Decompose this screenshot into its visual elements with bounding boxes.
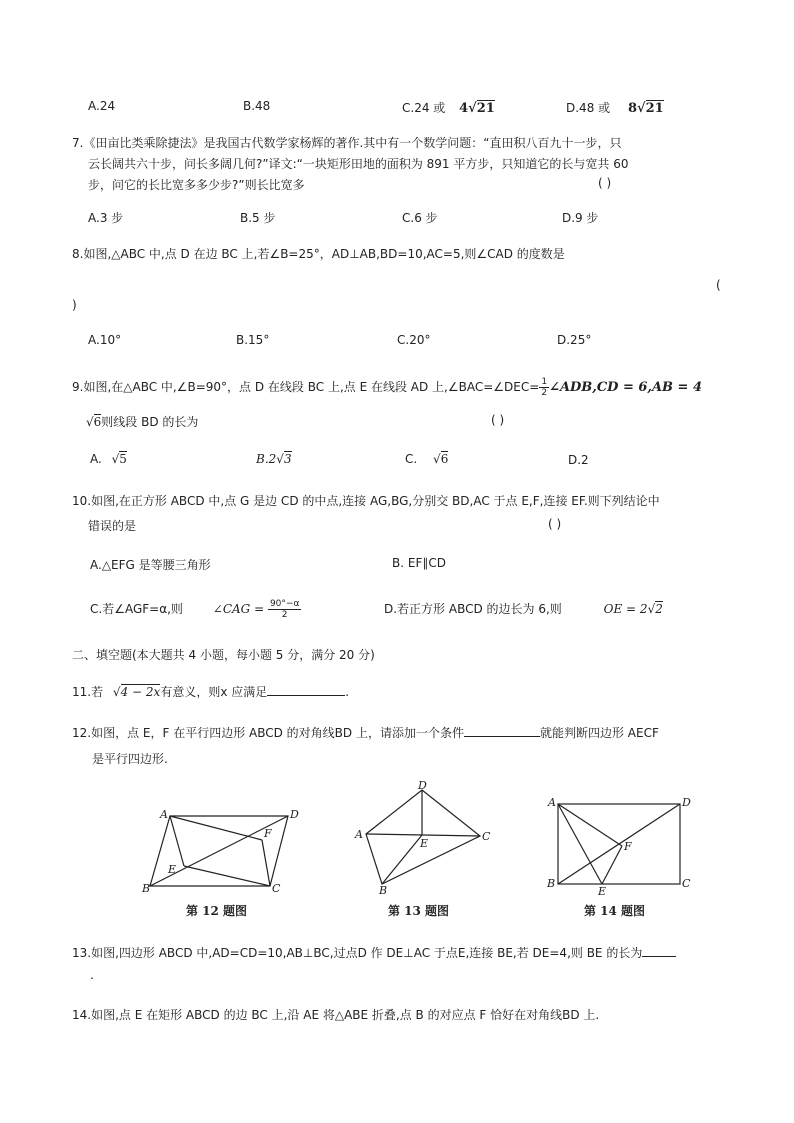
q7-line1: 7.《田亩比类乘除捷法》是我国古代数学家杨辉的著作.其中有一个数学问题：“直田积八百九十一步，只 [72,136,622,150]
q9-line1-text: 9.如图,在△ABC 中,∠B=90°，点 D 在线段 BC 上,点 E 在线段 AD 上,∠BAC=∠DEC= [72,380,540,394]
q9-paren: ( ) [491,413,505,427]
q7-option-c: C.6 步 [402,211,438,225]
q11-prefix: 11.若 [72,685,104,699]
q10-option-b: B. EF∥CD [392,556,446,570]
fig13-label-e: E [420,837,429,850]
fig12-label-d: D [290,808,299,821]
q11-line [72,683,349,700]
fig12-diagram [138,800,308,895]
q12-line2: 是平行四边形. [92,752,168,766]
q7-line2: 云长阔共六十步，问长多阔几何?”译文:“一块矩形田地的面积为 891 平方步，只知道它的长与宽共 60 [88,157,629,171]
q10-option-d [384,600,663,617]
q9-option-d: D.2 [568,453,589,467]
fig14-label-c: C [682,877,691,890]
q14-line1: 14.如图,点 E 在矩形 ABCD 的边 BC 上,沿 AE 将△ABE 折叠,点 B 的对应点 F 恰好在对角线BD 上. [72,1008,600,1022]
fig12-label-e: E [168,863,177,876]
q6-option-c [402,99,495,116]
q11-math: √4 − 2x [112,685,161,699]
q6-option-d-text: D.48 或 [566,101,611,115]
fig12-label-c: C [272,882,281,895]
q8-paren-open: ( [716,278,721,292]
q13-line1 [72,944,676,961]
q12-answer-blank[interactable] [464,736,540,737]
q7-option-a: A.3 步 [88,211,124,225]
q10-paren: ( ) [548,517,562,531]
q8-option-b: B.15° [236,333,270,347]
q8-option-d: D.25° [557,333,592,347]
q7-line3: 步，问它的长比宽多多少步?”则长比宽多 [88,178,305,192]
q10-option-c [90,599,301,620]
q10-option-c-fraction: $\frac{90^\circ-\alpha}{2}$ [269,599,300,620]
q10-option-c-text: C.若∠AGF=α,则 [90,602,183,616]
q12-line1-b: 就能判断四边形 AECF [539,726,659,740]
fig13-caption: 第 13 题图 [388,904,450,918]
q10-option-c-math: ∠CAG = [212,602,265,616]
q11-answer-blank[interactable] [267,695,345,696]
q8-line1: 8.如图,△ABC 中,点 D 在边 BC 上,若∠B=25°，AD⊥AB,BD=10,AC=5,则∠CAD 的度数是 [72,247,565,261]
q9-line2-math: √6 [86,415,102,429]
q13-line2: . [90,968,94,982]
q7-paren: ( ) [598,176,612,190]
fig14-label-a: A [548,796,556,809]
q11-suffix: 有意义，则x 应满足 [160,685,268,699]
q13-line1-text: 13.如图,四边形 ABCD 中,AD=CD=10,AB⊥BC,过点D 作 DE⊥AC 于点E,连接 BE,若 DE=4,则 BE 的长为 [72,946,643,960]
fig13-label-c: C [482,830,491,843]
q6-option-c-math: 4√21 [459,101,495,116]
fig12-caption: 第 12 题图 [186,904,248,918]
fig13-diagram [350,780,500,895]
q10-line1: 10.如图,在正方形 ABCD 中,点 G 是边 CD 的中点,连接 AG,BG,分别交 BD,AC 于点 E,F,连接 EF.则下列结论中 [72,494,660,508]
q7-option-d: D.9 步 [562,211,599,225]
q6-option-d [566,99,664,116]
fig13-label-a: A [355,828,363,841]
q11-end: . [345,685,350,699]
fig14-label-f: F [624,840,632,853]
q13-answer-blank[interactable] [642,956,676,957]
q6-option-a: A.24 [88,99,116,113]
q12-line1 [72,724,659,741]
section2-title: 二、填空题(本大题共 4 小题，每小题 5 分，满分 20 分) [72,648,375,662]
q9-line2 [86,413,198,430]
q10-option-d-text: D.若正方形 ABCD 的边长为 6,则 [384,602,562,616]
q8-option-a: A.10° [88,333,122,347]
q6-option-b: B.48 [243,99,271,113]
fig13-label-b: B [379,884,388,895]
q7-option-b: B.5 步 [240,211,276,225]
fig14-label-b: B [547,877,556,890]
q8-option-c: C.20° [397,333,431,347]
q9-option-a: A. √5 [90,452,127,466]
fig14-label-d: D [682,796,691,809]
q9-line1 [72,377,702,398]
q6-option-d-math: 8√21 [627,101,664,116]
fig12-label-a: A [160,808,168,821]
fig14-diagram [544,794,694,898]
q10-option-d-math: OE = 2√2 [603,602,663,616]
q6-option-c-text: C.24 或 [402,101,446,115]
q9-fraction: $\frac{1}{2}$ [541,377,548,398]
fig13-label-d: D [418,780,427,792]
q9-line1-math: ∠ADB,CD = 6,AB = 4 [549,380,703,395]
q9-line2-text: 则线段 BD 的长为 [101,415,199,429]
fig14-caption: 第 14 题图 [584,904,646,918]
q9-option-b: B.2√3 [256,452,292,466]
fig12-label-b: B [142,882,151,895]
fig14-label-e: E [598,885,607,898]
q10-option-a: A.△EFG 是等腰三角形 [90,558,211,572]
fig12-label-f: F [264,827,272,840]
q12-line1-a: 12.如图，点 E，F 在平行四边形 ABCD 的对角线BD 上，请添加一个条件 [72,726,464,740]
q8-paren-close: ) [72,298,77,312]
q9-option-c: C. √6 [405,452,449,466]
q10-line2: 错误的是 [88,519,137,533]
